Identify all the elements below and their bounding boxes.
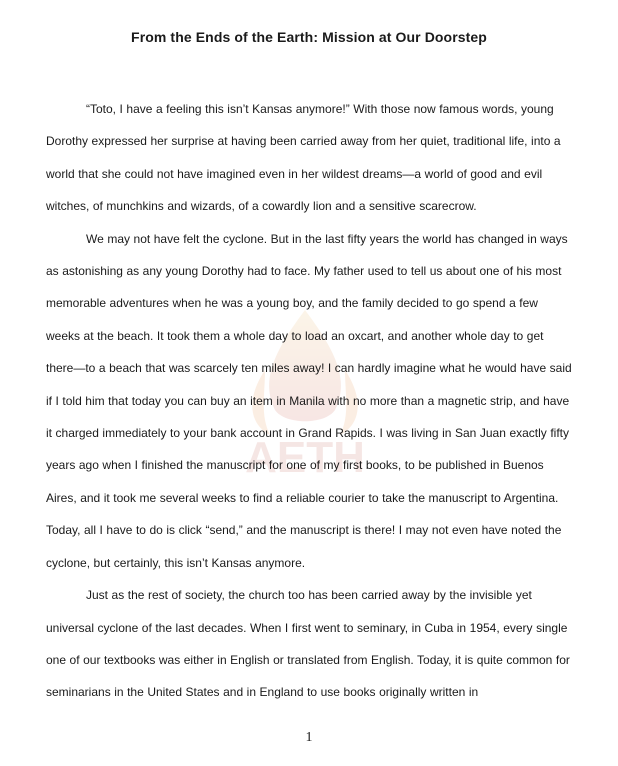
page-number: 1	[305, 730, 313, 745]
paragraph: Just as the rest of society, the church too has been carried away by the invisible yet universal cyclone of the last decades. When I first went to seminary, in Cuba in 1954, every single one of our textbooks was either in English or translated from English. Today, it is quite common for seminarians in the United States and in England to use books originally written in	[46, 588, 570, 700]
body-text	[46, 93, 574, 709]
paragraph: “Toto, I have a feeling this isn’t Kansas anymore!” With those now famous words, young Dorothy expressed her surprise at having been carried away from her quiet, traditional life, into a world that she could not have imagined even in her wildest dreams—a world of good and evil witches, of munchkins and wizards, of a cowardly lion and a sensitive scarecrow.	[46, 102, 561, 214]
watermark-text: AETH	[245, 433, 365, 482]
page-title: From the Ends of the Earth: Mission at Our Doorstep	[131, 29, 487, 45]
paragraph: We may not have felt the cyclone. But in the last fifty years the world has changed in ways as astonishing as any young Dorothy had to face. My father used to tell us about one of his most memorable adventures when he was a young boy, and the family decided to go spend a few weeks at the beach. It took them a whole day to load an oxcart, and another whole day to get there—to a beach that was scarcely ten miles away! I can hardly imagine what he would have said if I told him that today you can buy an item in Manila with no more than a magnetic strip, and have it charged immediately to your bank account in Grand Rapids. I was living in San Juan exactly fifty years ago when I finished the manuscript for one of my first books, to be published in Buenos Aires, and it took me several weeks to find a reliable courier to take the manuscript to Argentina. Today, all I have to do is click “send,” and the manuscript is there! I may not even have noted the cyclone, but certainly, this isn’t Kansas anymore.	[46, 231, 572, 570]
